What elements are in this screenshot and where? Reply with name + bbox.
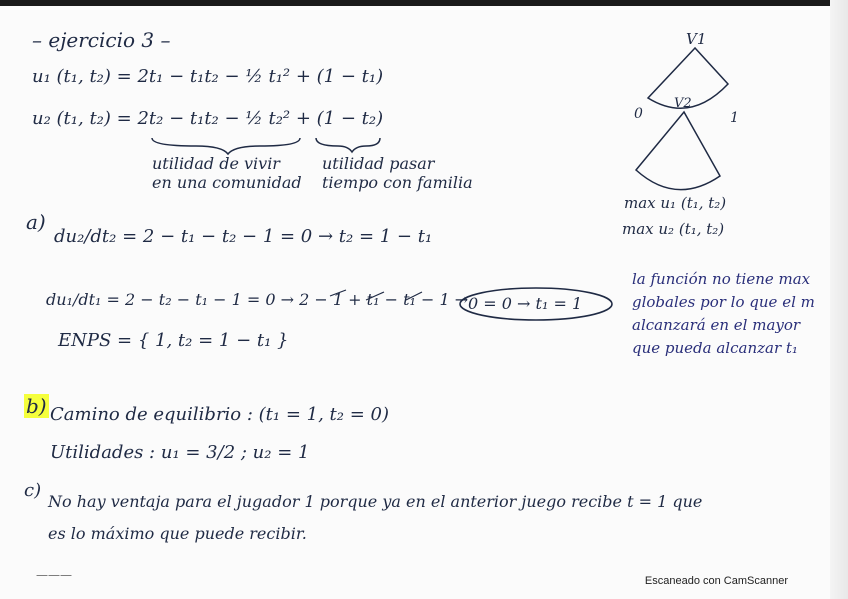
part-b-label xyxy=(24,394,49,418)
tree-label-v1: V1 xyxy=(686,30,707,48)
side-note: la función no tiene max globales por lo que el m alcanzará en el mayor que pueda alcanzar t₁ xyxy=(632,270,815,357)
tree-max-u2: max u₂ (t₁, t₂) xyxy=(622,220,725,238)
brace-label-family: utilidad pasar tiempo con familia xyxy=(322,154,473,192)
tree-label-v2: V2 xyxy=(674,96,692,111)
part-b-utilities: Utilidades : u₁ = 3/2 ; u₂ = 1 xyxy=(50,442,310,463)
part-a-eq2: du₁/dt₁ = 2 − t₂ − t₁ − 1 = 0 → 2 − 1 + t₁ − t₁ − 1 → xyxy=(46,290,469,309)
brace-label-community: utilidad de vivir en una comunidad xyxy=(152,154,302,192)
part-a-circled-result: 0 = 0 → t₁ = 1 xyxy=(468,294,583,313)
cut-off-line: ——— xyxy=(36,568,72,582)
part-c-line1: No hay ventaja para el jugador 1 porque ya en el anterior juego recibe t = 1 que xyxy=(48,492,703,511)
part-a-label: a) xyxy=(26,210,46,234)
part-a-eq1: du₂/dt₂ = 2 − t₁ − t₂ − 1 = 0 → t₂ = 1 − t₁ xyxy=(54,226,433,247)
brace-left xyxy=(152,138,300,154)
scanner-watermark: Escaneado con CamScanner xyxy=(644,575,788,587)
tree-label-one: 1 xyxy=(730,110,739,126)
part-b-equilibrium: Camino de equilibrio : (t₁ = 1, t₂ = 0) xyxy=(50,404,389,425)
utility-u2: u₂ (t₁, t₂) = 2t₂ − t₁t₂ − ½ t₂² + (1 − t₂) xyxy=(32,108,384,129)
brace-right xyxy=(316,138,380,152)
part-b-highlight: b) xyxy=(26,394,47,418)
tree-label-zero: 0 xyxy=(634,106,643,122)
part-c-label: c) xyxy=(24,480,42,501)
enps-line: ENPS = { 1, t₂ = 1 − t₁ } xyxy=(58,330,289,351)
utility-u1: u₁ (t₁, t₂) = 2t₁ − t₁t₂ − ½ t₁² + (1 − t₁) xyxy=(32,66,384,87)
part-c-line2: es lo máximo que puede recibir. xyxy=(48,524,307,543)
tree-cone-bottom xyxy=(636,112,720,190)
exercise-title: – ejercicio 3 – xyxy=(32,28,171,52)
tree-max-u1: max u₁ (t₁, t₂) xyxy=(624,194,727,212)
